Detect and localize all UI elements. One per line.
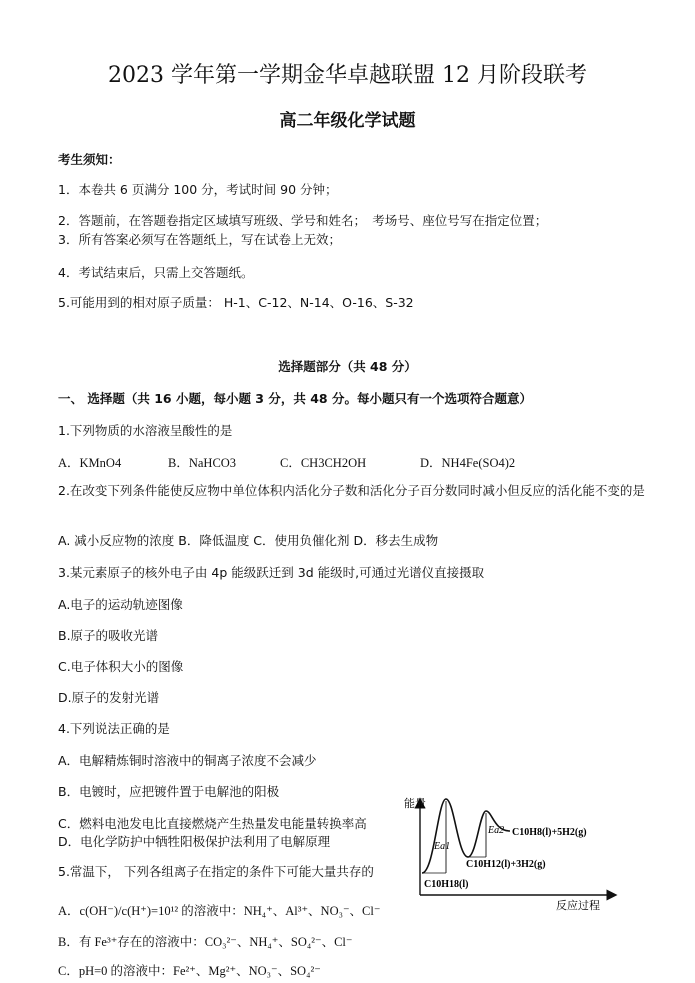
q4-option-b: B．电镀时，应把镀件置于电解池的阳极 xyxy=(58,784,280,799)
y-axis-label: 能量 xyxy=(404,798,426,810)
q1-option-c: C．CH3CH2OH xyxy=(280,456,367,470)
q3-option-d: D.原子的发射光谱 xyxy=(58,690,160,705)
exam-title: 2023 学年第一学期金华卓越联盟 12 月阶段联考 xyxy=(108,63,587,88)
notice-item-4: 4．考试结束后，只需上交答题纸。 xyxy=(58,265,254,280)
q2-options: A. 减小反应物的浓度 B．降低温度 C．使用负催化剂 D．移去生成物 xyxy=(58,533,439,548)
q1-option-d: D．NH4Fe(SO4)2 xyxy=(420,456,516,470)
energy-profile-diagram xyxy=(398,795,618,913)
question-3-stem: 3.某元素原子的核外电子由 4p 能级跃迁到 3d 能级时,可通过光谱仪直接摄取 xyxy=(58,565,485,580)
question-1-stem: 1.下列物质的水溶液呈酸性的是 xyxy=(58,423,233,438)
product-label: C10H8(l)+5H2(g) xyxy=(512,827,587,838)
q1-option-a: A．KMnO4 xyxy=(58,456,122,470)
q4-option-c: C．燃料电池发电比直接燃烧产生热量发电能量转换率高 xyxy=(58,816,367,831)
q5-option-b: B．有 Fe³⁺存在的溶液中：CO₃²⁻、NH₄⁺、SO₄²⁻、Cl⁻ xyxy=(58,935,353,949)
question-5-stem: 5.常温下， 下列各组离子在指定的条件下可能大量共存的 xyxy=(58,864,374,879)
q3-option-b: B.原子的吸收光谱 xyxy=(58,628,159,643)
q4-option-d: D．电化学防护中牺牲阳极保护法利用了电解原理 xyxy=(58,834,331,849)
q5-option-a: A．c(OH⁻)/c(H⁺)=10¹² 的溶液中：NH₄⁺、Al³⁺、NO₃⁻、Cl⁻ xyxy=(58,904,381,918)
question-2-stem: 2.在改变下列条件能使反应物中单位体积内活化分子数和活化分子百分数同时减小但反应的活化能不变的是 xyxy=(58,483,645,498)
q4-option-a: A．电解精炼铜时溶液中的铜离子浓度不会减少 xyxy=(58,753,317,768)
q3-option-c: C.电子体积大小的图像 xyxy=(58,659,184,674)
q1-option-b: B．NaHCO3 xyxy=(168,456,237,470)
notice-heading: 考生须知： xyxy=(58,152,121,167)
section-title: 选择题部分（共 48 分） xyxy=(278,359,417,374)
reactant-label: C10H18(l) xyxy=(424,879,469,890)
ea1-label: Ea1 xyxy=(434,841,451,852)
exam-subtitle: 高二年级化学试题 xyxy=(279,111,416,131)
x-axis-label: 反应过程 xyxy=(556,900,600,912)
q3-option-a: A.电子的运动轨迹图像 xyxy=(58,597,183,612)
question-4-stem: 4.下列说法正确的是 xyxy=(58,721,170,736)
section-instruction: 一、 选择题（共 16 小题，每小题 3 分，共 48 分。每小题只有一个选项符合题意） xyxy=(58,391,532,406)
notice-item-1: 1．本卷共 6 页满分 100 分，考试时间 90 分钟； xyxy=(58,182,338,197)
notice-item-2: 2．答题前，在答题卷指定区域填写班级、学号和姓名； 考场号、座位号写在指定位置； xyxy=(58,213,548,228)
intermediate-label: C10H12(l)+3H2(g) xyxy=(466,859,546,870)
notice-item-3: 3．所有答案必须写在答题纸上，写在试卷上无效； xyxy=(58,232,341,247)
q5-option-c: C．pH=0 的溶液中：Fe²⁺、Mg²⁺、NO₃⁻、SO₄²⁻ xyxy=(58,964,321,978)
ea2-label: Ea2 xyxy=(488,825,505,836)
notice-item-5: 5.可能用到的相对原子质量： H-1、C-12、N-14、O-16、S-32 xyxy=(58,295,414,310)
